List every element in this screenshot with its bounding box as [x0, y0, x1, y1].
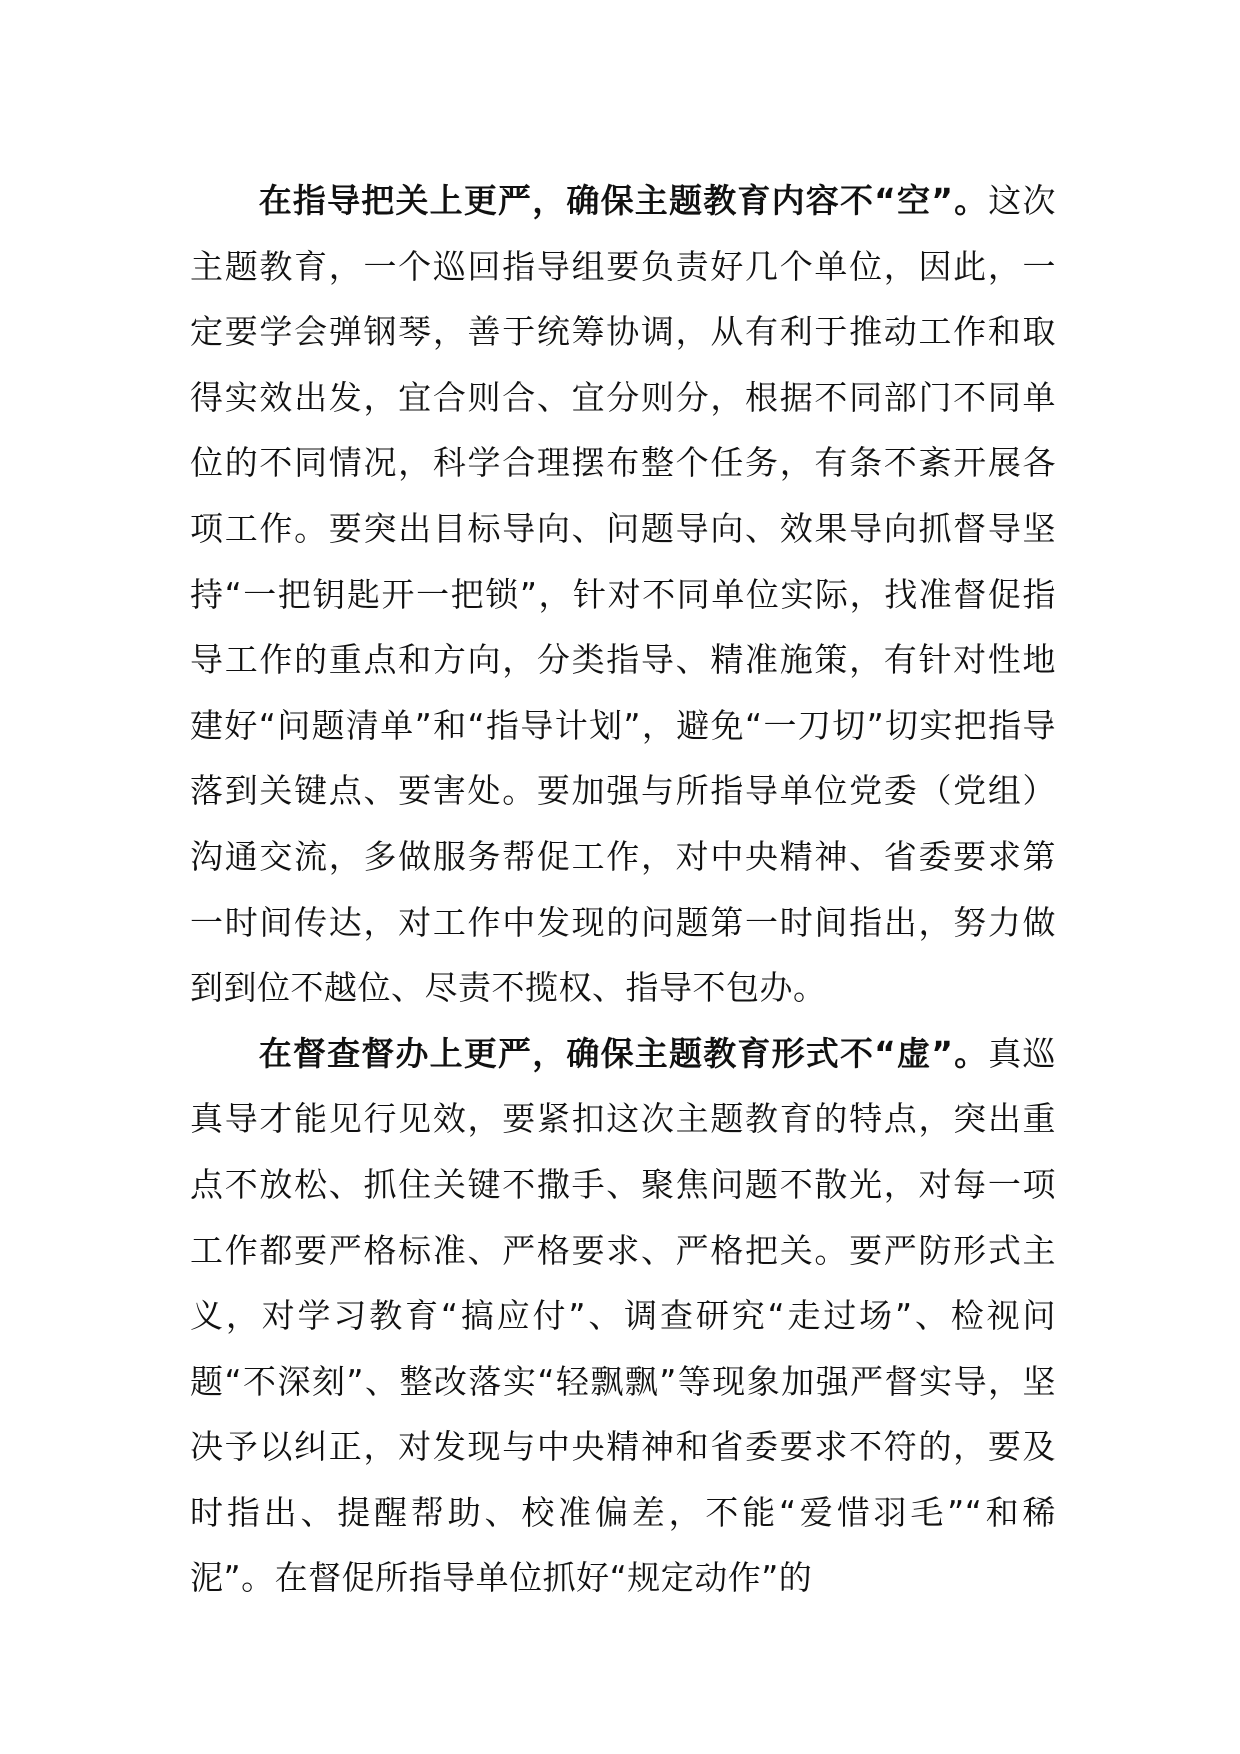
paragraph-body-text: 这次主题教育，一个巡回指导组要负责好几个单位，因此，一定要学会弹钢琴，善于统筹协调，从有利于推动工作和取得实效出发，宜合则合、宜分则分，根据不同部门不同单位的不同情况，科学合理摆布整个任务，有条不紊开展各项工作。要突出目标导向、问题导向、效果导向抓督导坚持“一把钥匙开一把锁”，针对不同单位实际，找准督促指导工作的重点和方向，分类指导、精准施策，有针对性地建好“问题清单”和“指导计划”，避免“一刀切”切实把指导落到关键点、要害处。要加强与所指导单位党委（党组）沟通交流，多做服务帮促工作，对中央精神、省委要求第一时间传达，对工作中发现的问题第一时间指出，努力做到到位不越位、尽责不揽权、指导不包办。: [190, 181, 1056, 1008]
document-page: [190, 168, 1056, 1611]
paragraph-lead-heading: 在督查督办上更严，确保主题教育形式不“虚”。: [258, 1033, 989, 1073]
paragraph-guidance: [190, 168, 1056, 1021]
paragraph-supervision: [190, 1021, 1056, 1611]
paragraph-body-text: 真巡真导才能见行见效，要紧扣这次主题教育的特点，突出重点不放松、抓住关键不撒手、聚焦问题不散光，对每一项工作都要严格标准、严格要求、严格把关。要严防形式主义，对学习教育“搞应付”、调查研究“走过场”、检视问题“不深刻”、整改落实“轻飘飘”等现象加强严督实导，坚决予以纠正，对发现与中央精神和省委要求不符的，要及时指出、提醒帮助、校准偏差，不能“爱惜羽毛”“和稀泥”。在督促所指导单位抓好“规定动作”的: [190, 1033, 1056, 1598]
paragraph-lead-heading: 在指导把关上更严，确保主题教育内容不“空”。: [258, 181, 989, 220]
